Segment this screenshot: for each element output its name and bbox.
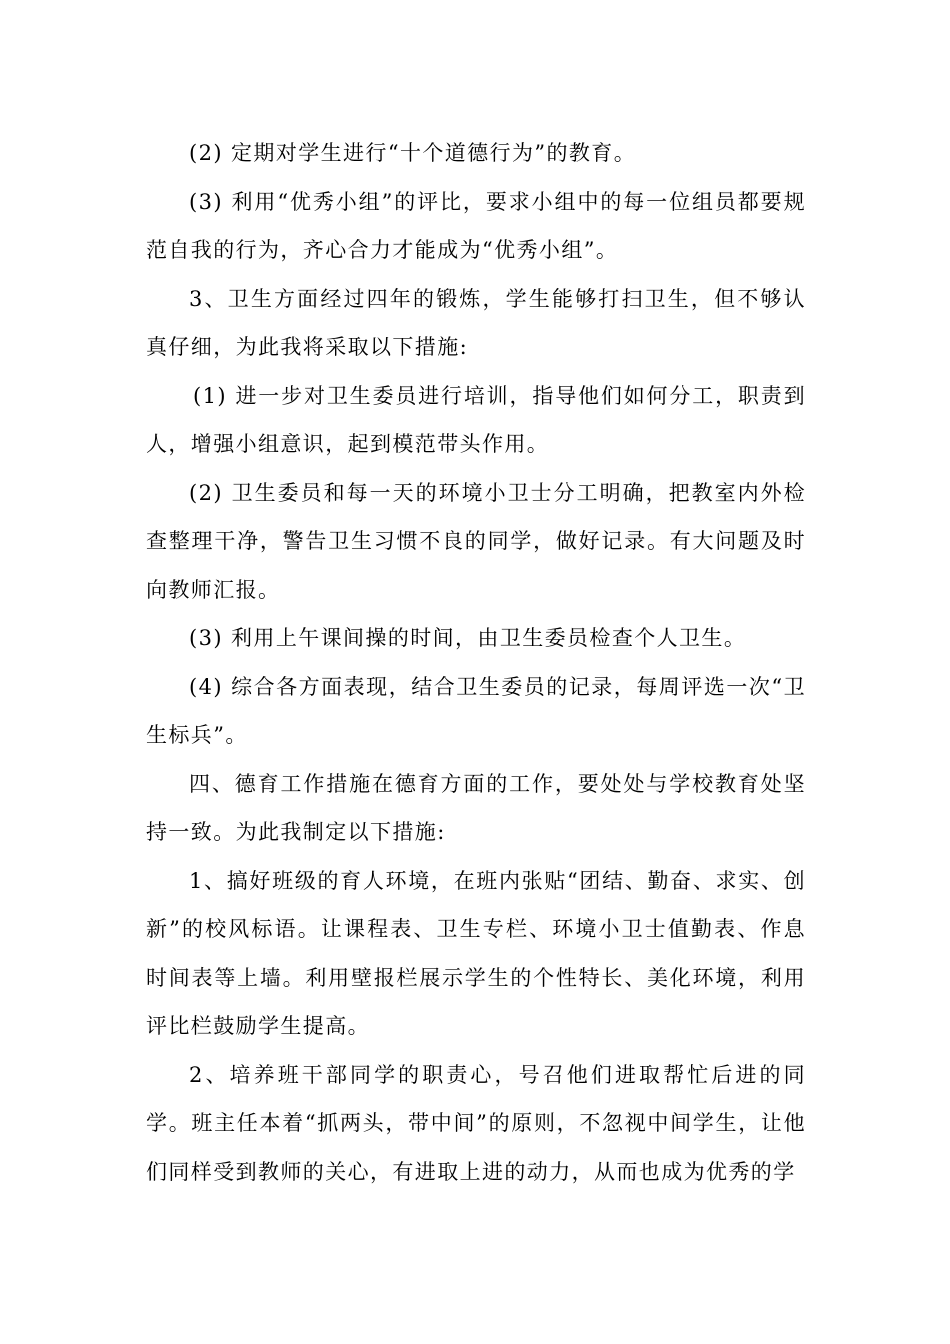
paragraph-measure-1-environment: 1、搞好班级的育人环境，在班内张贴“团结、勤奋、求实、创新”的校风标语。让课程表、卫生专栏、环境小卫士值勤表、作息时间表等上墙。利用壁报栏展示学生的个性特长、美化环境，利用评比栏鼓励学生提高。	[146, 868, 806, 1038]
paragraph-hygiene-item-1: (1) 进一步对卫生委员进行培训，指导他们如何分工，职责到人，增强小组意识，起到模范带头作用。	[146, 383, 806, 456]
paragraph-section-four-moral-measures: 四、德育工作措施在德育方面的工作，要处处与学校教育处坚持一致。为此我制定以下措施:	[146, 771, 806, 844]
paragraph-moral-education-item-2: (2) 定期对学生进行“十个道德行为”的教育。	[189, 141, 637, 165]
paragraph-hygiene-item-2: (2) 卫生委员和每一天的环境小卫士分工明确，把教室内外检查整理干净，警告卫生习惯不良的同学，做好记录。有大问题及时向教师汇报。	[146, 480, 806, 602]
paragraph-hygiene-section-3: 3、卫生方面经过四年的锻炼，学生能够打扫卫生，但不够认真仔细，为此我将采取以下措施:	[146, 286, 806, 359]
paragraph-hygiene-item-3: (3) 利用上午课间操的时间，由卫生委员检查个人卫生。	[189, 626, 747, 650]
paragraph-measure-2-class-cadres: 2、培养班干部同学的职责心，号召他们进取帮忙后进的同学。班主任本着“抓两头，带中间”的原则，不忽视中间学生，让他们同样受到教师的关心，有进取上进的动力，从而也成为优秀的学	[146, 1062, 806, 1184]
document-body	[146, 129, 806, 1196]
paragraph-hygiene-item-4: (4) 综合各方面表现，结合卫生委员的记录，每周评选一次“卫生标兵”。	[146, 674, 806, 747]
paragraph-excellent-group-item-3: (3) 利用“优秀小组”的评比，要求小组中的每一位组员都要规范自我的行为，齐心合力才能成为“优秀小组”。	[146, 189, 806, 262]
